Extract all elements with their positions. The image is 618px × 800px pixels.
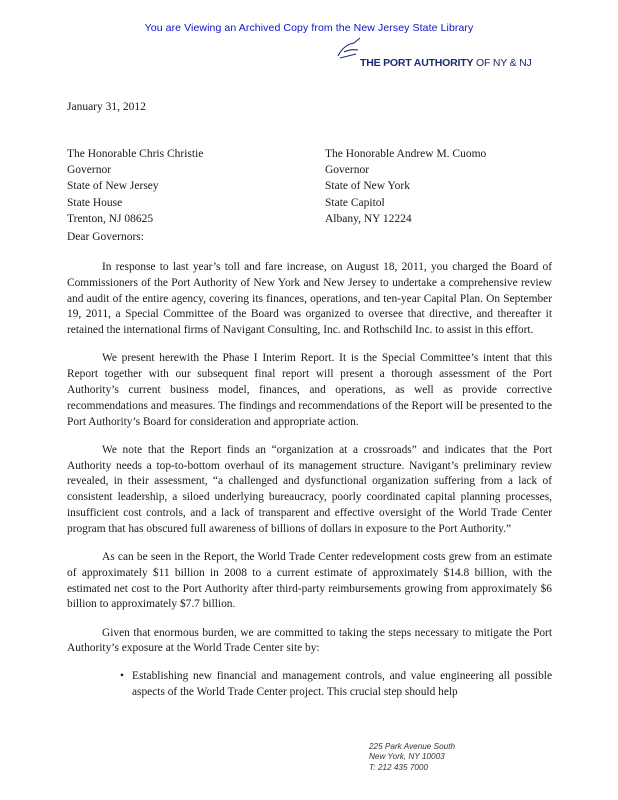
address-line: State of New Jersey xyxy=(67,180,159,193)
body-paragraph: As can be seen in the Report, the World Trade Center redevelopment costs grew from an estimate of approximately $11 billion in 2008 to a current estimate of approximately $14.8 billion, with the estimated net cost to the Port Authority after third-party reimbursements growing from approximately $6 billion to approximately $7.7 billion. xyxy=(67,550,552,611)
letter-date: January 31, 2012 xyxy=(67,101,146,113)
logo-bold-text: THE PORT AUTHORITY xyxy=(360,57,474,69)
salutation: Dear Governors: xyxy=(67,231,144,243)
address-line: Governor xyxy=(325,164,370,177)
footer-line: T: 212 435 7000 xyxy=(369,762,429,772)
logo-rest-text: OF NY & NJ xyxy=(473,57,532,69)
address-line: Governor xyxy=(67,164,112,177)
footer-address xyxy=(369,742,455,773)
letter-body xyxy=(67,260,552,701)
address-line: State Capitol xyxy=(325,196,385,209)
archive-banner[interactable]: You are Viewing an Archived Copy from the New Jersey State Library xyxy=(144,22,474,34)
address-line: State of New York xyxy=(325,180,410,193)
bullet-item xyxy=(67,669,552,701)
body-paragraph: We note that the Report finds an “organization at a crossroads” and indicates that the Port Authority needs a top-to-bottom overhaul of its management structure. Navigant’s preliminary review revealed, in their assessment, “a challenged and dysfunctional organization suffering from a lack of consistent leadership, a siloed underlying bureaucracy, poorly coordinated capital planning processes, insufficient cost controls, and a lack of transparent and effective oversight of the World Trade Center program that has obscured full awareness of billions of dollars in exposure to the Port Authority.” xyxy=(67,443,552,535)
recipient-address-ny xyxy=(325,146,486,227)
bullet-text: Establishing new financial and management controls, and value engineering all possible aspects of the World Trade Center project. This crucial step should help xyxy=(132,670,552,699)
port-authority-logo xyxy=(360,57,532,69)
recipient-address-nj xyxy=(67,146,203,227)
address-line: Trenton, NJ 08625 xyxy=(67,212,154,225)
address-line: The Honorable Chris Christie xyxy=(67,148,204,160)
body-paragraph: In response to last year’s toll and fare increase, on August 18, 2011, you charged the Board of Commissioners of the Port Authority of New York and New Jersey to undertake a comprehensive review and audit of the entire agency, covering its finances, operations, and ten-year Capital Plan. On September 19, 2011, a Special Committee of the Board was organized to oversee that directive, and thereafter it retained the international firms of Navigant Consulting, Inc. and Rothschild Inc. to assist in this effort. xyxy=(67,261,552,337)
address-line: Albany, NY 12224 xyxy=(325,212,412,225)
body-paragraph: We present herewith the Phase I Interim Report. It is the Special Committee’s intent that this Report together with our subsequent final report will present a thorough assessment of the Port Authority’s current business model, finances, and operations, as well as provide corrective recommendations and measures. The findings and recommendations of the Report will be presented to the Port Authority’s Board for consideration and appropriate action. xyxy=(67,352,552,428)
footer-line: New York, NY 10003 xyxy=(369,752,445,762)
address-line: The Honorable Andrew M. Cuomo xyxy=(325,148,487,160)
body-paragraph: Given that enormous burden, we are committed to taking the steps necessary to mitigate the Port Authority’s exposure at the World Trade Center site by: xyxy=(67,626,552,655)
bullet-dot-icon: • xyxy=(120,670,124,683)
address-line: State House xyxy=(67,196,123,209)
footer-line: 225 Park Avenue South xyxy=(369,742,456,751)
